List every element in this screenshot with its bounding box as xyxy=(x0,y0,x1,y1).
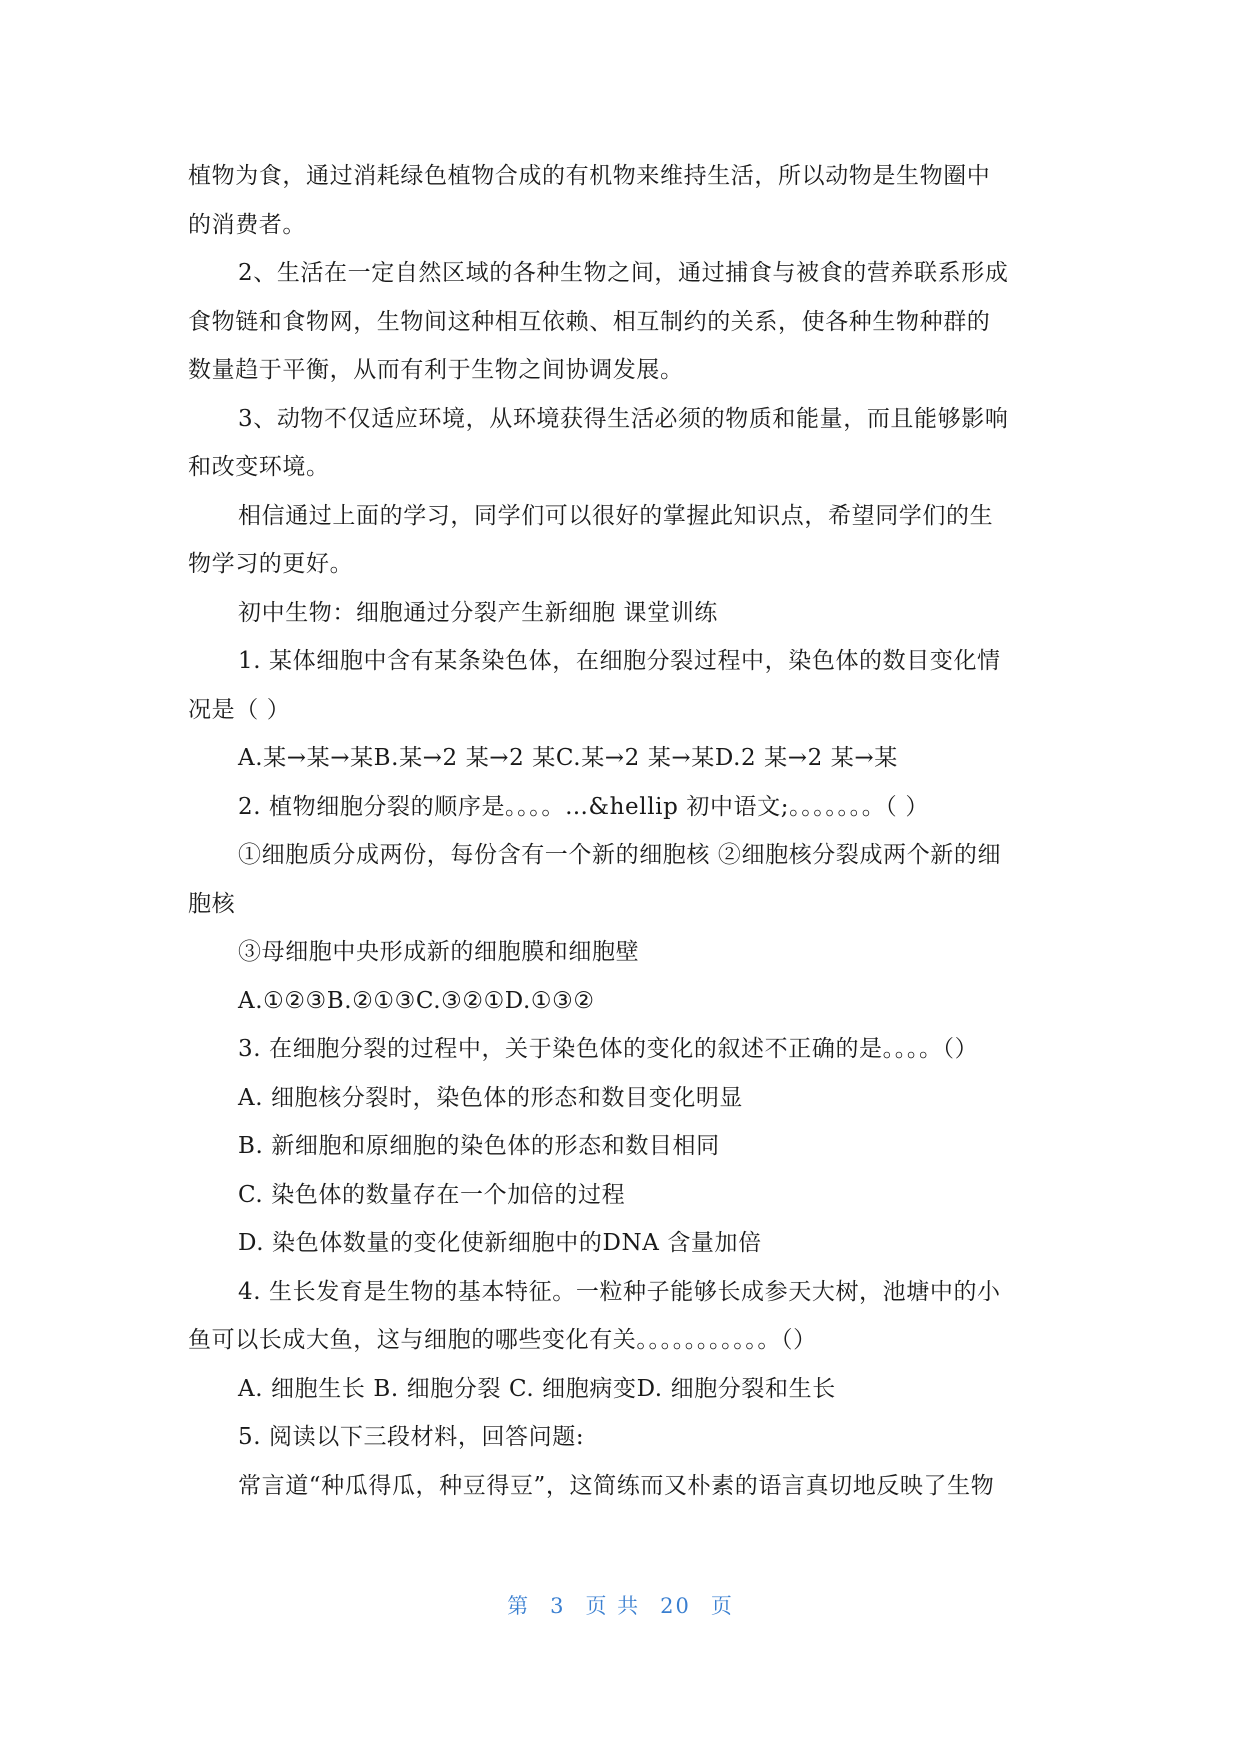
footer-total-pages: 20 xyxy=(660,1594,691,1618)
text-line: 胞核 xyxy=(188,890,236,917)
text-line: 的消费者。 xyxy=(188,211,306,238)
text-line: 植物为食，通过消耗绿色植物合成的有机物来维持生活，所以动物是生物圈中 xyxy=(188,163,991,189)
text-line: 数量趋于平衡，从而有利于生物之间协调发展。 xyxy=(188,357,684,383)
footer-suffix: 页 xyxy=(710,1594,734,1618)
text-line: 2、生活在一定自然区域的各种生物之间，通过捕食与被食的营养联系形成 xyxy=(238,260,1009,286)
text-line: B. 新细胞和原细胞的染色体的形态和数目相同 xyxy=(238,1133,720,1159)
text-line: A. 细胞生长 B. 细胞分裂 C. 细胞病变D. 细胞分裂和生长 xyxy=(238,1375,836,1402)
footer-middle: 页 共 xyxy=(585,1594,641,1618)
text-line: 5. 阅读以下三段材料，回答问题: xyxy=(238,1424,585,1450)
text-line: 初中生物：细胞通过分裂产生新细胞 课堂训练 xyxy=(238,599,718,626)
text-line: A.①②③B.②①③C.③②①D.①③② xyxy=(238,987,595,1014)
text-line: A.某→某→某B.某→2 某→2 某C.某→2 某→某D.2 某→2 某→某 xyxy=(238,745,898,771)
text-line: 常言道“种瓜得瓜，种豆得豆”，这简练而又朴素的语言真切地反映了生物 xyxy=(238,1472,995,1499)
text-line: 物学习的更好。 xyxy=(188,551,354,577)
text-line: 4. 生长发育是生物的基本特征。一粒种子能够长成参天大树，池塘中的小 xyxy=(238,1278,1001,1305)
text-line: 相信通过上面的学习，同学们可以很好的掌握此知识点，希望同学们的生 xyxy=(238,502,994,529)
text-line: ①细胞质分成两份，每份含有一个新的细胞核 ②细胞核分裂成两个新的细 xyxy=(238,842,1002,868)
text-line: ③母细胞中央形成新的细胞膜和细胞壁 xyxy=(238,939,640,965)
footer-page-number: 3 xyxy=(550,1594,566,1618)
footer-prefix: 第 xyxy=(507,1594,531,1618)
text-line: C. 染色体的数量存在一个加倍的过程 xyxy=(238,1181,626,1208)
text-line: 3. 在细胞分裂的过程中，关于染色体的变化的叙述不正确的是。。。。（） xyxy=(238,1036,979,1062)
text-line: 1. 某体细胞中含有某条染色体，在细胞分裂过程中，染色体的数目变化情 xyxy=(238,648,1001,674)
text-line: 3、动物不仅适应环境，从环境获得生活必须的物质和能量，而且能够影响 xyxy=(238,405,1009,432)
text-line: 鱼可以长成大鱼，这与细胞的哪些变化有关。。。。。。。。。。。（） xyxy=(188,1327,817,1353)
text-line: 和改变环境。 xyxy=(188,454,330,480)
text-line: D. 染色体数量的变化使新细胞中的DNA 含量加倍 xyxy=(238,1230,762,1256)
text-line: A. 细胞核分裂时，染色体的形态和数目变化明显 xyxy=(238,1084,744,1111)
text-line: 况是（ ） xyxy=(188,696,291,723)
text-line: 食物链和食物网，生物间这种相互依赖、相互制约的关系，使各种生物种群的 xyxy=(188,308,991,335)
text-line: 2. 植物细胞分裂的顺序是。。。。…&hellip 初中语文;。。。。。。。（ ） xyxy=(238,793,929,820)
document-body xyxy=(188,152,1050,1510)
page-footer xyxy=(0,1590,1241,1620)
